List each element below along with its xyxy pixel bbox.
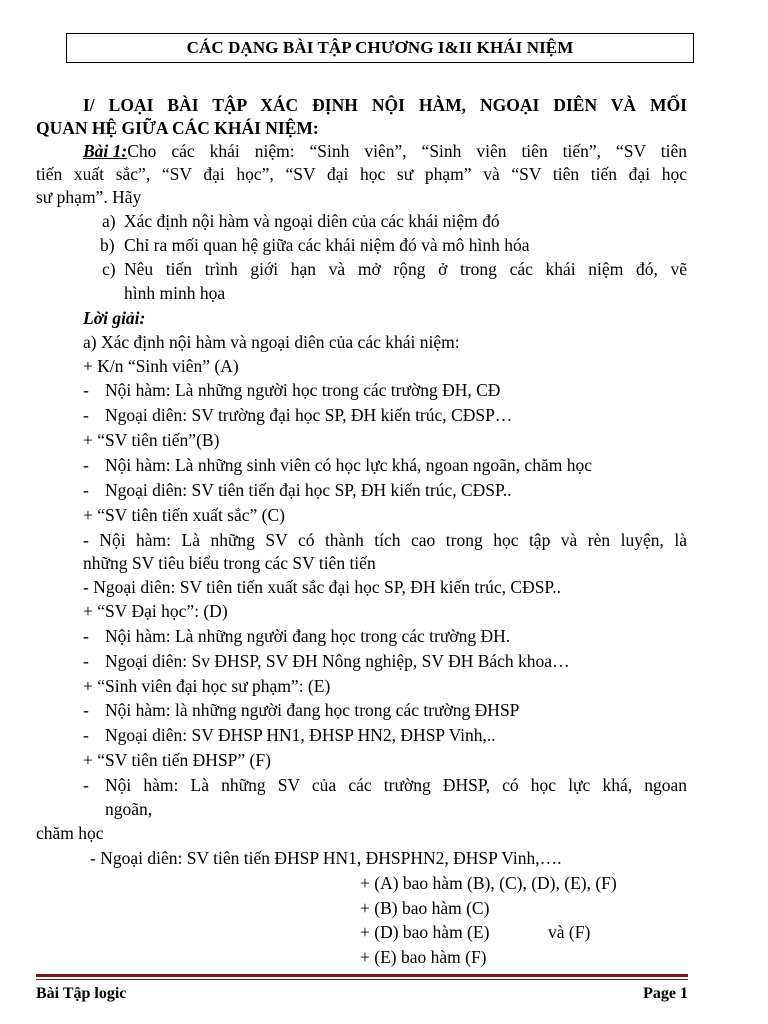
solution-line: + “SV tiên tiến xuất sắc” (C) <box>83 505 285 525</box>
solution-line: + “SV Đại học”: (D) <box>83 601 228 621</box>
exercise-text2: tiến xuất sắc”, “SV đại học”, “SV đại học sư phạm” và “SV tiên tiến đại học <box>36 164 687 184</box>
exercise-text1: Cho các khái niệm: “Sinh viên”, “Sinh viên tiên tiến”, “SV tiên <box>127 141 687 161</box>
list-dash: - <box>83 480 89 500</box>
solution-line: Nội hàm: Là những người học trong các trường ĐH, CĐ <box>105 380 501 400</box>
solution-line: - Nội hàm: Là những SV có thành tích cao trong học tập và rèn luyện, là <box>83 530 687 550</box>
relation-line-suffix: và (F) <box>548 922 591 942</box>
solution-line: a) Xác định nội hàm và ngoại diên của các khái niệm: <box>83 332 460 352</box>
relation-line: + (A) bao hàm (B), (C), (D), (E), (F) <box>360 873 617 893</box>
exercise-item-c-marker: c) <box>102 259 116 279</box>
solution-line: - Ngoại diên: SV tiên tiến xuất sắc đại học SP, ĐH kiến trúc, CĐSP.. <box>83 577 561 597</box>
solution-line: Nội hàm: Là những người đang học trong các trường ĐH. <box>105 626 511 646</box>
page-title: CÁC DẠNG BÀI TẬP CHƯƠNG I&II KHÁI NIỆM <box>186 38 574 57</box>
solution-line: Nội hàm: Là những SV của các trường ĐHSP, có học lực khá, ngoan <box>105 775 687 795</box>
solution-line: Ngoại diên: SV trường đại học SP, ĐH kiến trúc, CĐSP… <box>105 405 513 425</box>
title-box <box>66 33 694 63</box>
exercise-line1 <box>83 140 687 162</box>
list-dash: - <box>83 405 89 425</box>
section-heading-line2: QUAN HỆ GIỮA CÁC KHÁI NIỆM: <box>36 118 319 138</box>
solution-line: + K/n “Sinh viên” (A) <box>83 356 239 376</box>
solution-line: - Ngoại diên: SV tiên tiến ĐHSP HN1, ĐHSPHN2, ĐHSP Vinh,…. <box>90 848 562 868</box>
solution-line: những SV tiêu biểu trong các SV tiên tiến <box>83 553 376 573</box>
solution-line: Ngoại diên: Sv ĐHSP, SV ĐH Nông nghiệp, SV ĐH Bách khoa… <box>105 651 570 671</box>
solution-line: Nội hàm: là những người đang học trong các trường ĐHSP <box>105 700 520 720</box>
relation-line: + (B) bao hàm (C) <box>360 898 490 918</box>
relation-line: + (E) bao hàm (F) <box>360 947 487 967</box>
list-dash: - <box>83 651 89 671</box>
list-dash: - <box>83 380 89 400</box>
exercise-label: Bài 1: <box>83 141 128 161</box>
solution-line: Ngoại diên: SV tiên tiến đại học SP, ĐH kiến trúc, CĐSP.. <box>105 480 512 500</box>
list-dash: - <box>83 455 89 475</box>
page-number: Page 1 <box>643 985 688 1002</box>
exercise-item-b-marker: b) <box>100 235 115 255</box>
solution-line: + “SV tiên tiến”(B) <box>83 430 220 450</box>
solution-label: Lời giải: <box>83 308 146 328</box>
exercise-item-a: Xác định nội hàm và ngoại diên của các khái niệm đó <box>124 211 500 231</box>
solution-line: + “Sinh viên đại học sư phạm”: (E) <box>83 676 331 696</box>
solution-line: chăm học <box>36 823 104 843</box>
solution-line: Nội hàm: Là những sinh viên có học lực khá, ngoan ngoãn, chăm học <box>105 455 592 475</box>
list-dash: - <box>83 626 89 646</box>
exercise-item-a-marker: a) <box>102 211 116 231</box>
list-dash: - <box>83 700 89 720</box>
list-dash: - <box>83 725 89 745</box>
footer-rule <box>36 974 688 977</box>
exercise-item-c-cont: hình minh họa <box>124 283 226 303</box>
relation-line: + (D) bao hàm (E) <box>360 922 490 942</box>
solution-line: ngoãn, <box>105 799 153 819</box>
footer-rule-thin <box>36 979 688 980</box>
exercise-item-b: Chỉ ra mối quan hệ giữa các khái niệm đó và mô hình hóa <box>124 235 530 255</box>
exercise-item-c: Nêu tiến trình giới hạn và mở rộng ở trong các khái niệm đó, vẽ <box>124 259 687 279</box>
solution-line: Ngoại diên: SV ĐHSP HN1, ĐHSP HN2, ĐHSP Vinh,.. <box>105 725 496 745</box>
solution-line: + “SV tiên tiến ĐHSP” (F) <box>83 750 271 770</box>
section-heading-line1: I/ LOẠI BÀI TẬP XÁC ĐỊNH NỘI HÀM, NGOẠI DIÊN VÀ MỐI <box>83 95 687 115</box>
footer-left: Bài Tập logic <box>36 985 127 1002</box>
exercise-text3: sư phạm”. Hãy <box>36 187 142 207</box>
list-dash: - <box>83 775 89 795</box>
